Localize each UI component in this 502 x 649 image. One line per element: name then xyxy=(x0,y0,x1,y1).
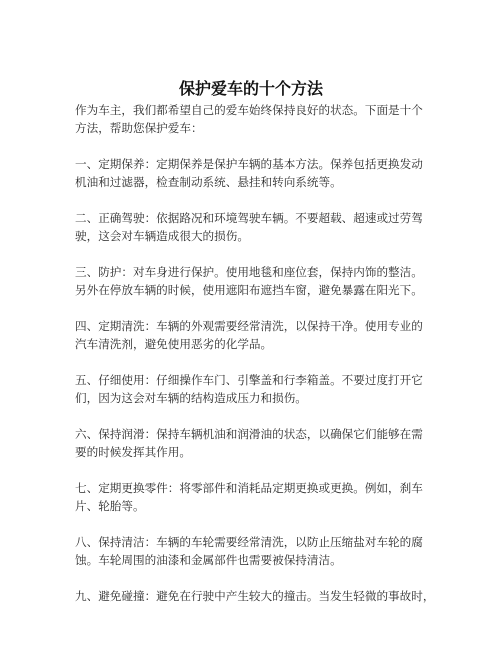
paragraph-line: 汽车清洗剂，避免使用恶劣的化学品。 xyxy=(75,337,273,351)
paragraph-line: 四、定期清洗：车辆的外观需要经常清洗，以保持干净。使用专业的 xyxy=(75,319,423,333)
paragraph-line: 方法，帮助您保护爱车： xyxy=(75,121,203,135)
document-title: 保护爱车的十个方法 xyxy=(178,79,323,98)
paragraph-line: 驶，这会对车辆造成很大的损伤。 xyxy=(75,229,249,243)
paragraph-8 xyxy=(75,533,435,569)
paragraph-line: 作为车主，我们都希望自己的爱车始终保持良好的状态。下面是十个 xyxy=(75,103,423,117)
paragraph-line: 七、定期更换零件：将零部件和消耗品定期更换或更换。例如，刹车 xyxy=(75,481,423,495)
paragraph-line: 三、防护：对车身进行保护。使用地毯和座位套，保持内饰的整洁。 xyxy=(75,265,423,279)
paragraph-7 xyxy=(75,479,435,515)
paragraph-9 xyxy=(75,587,435,605)
paragraph-line: 另外在停放车辆的时候，使用遮阳布遮挡车窗，避免暴露在阳光下。 xyxy=(75,283,423,297)
document-body xyxy=(75,101,435,623)
paragraph-line: 一、定期保养：定期保养是保护车辆的基本方法。保养包括更换发动 xyxy=(75,157,423,171)
paragraph-line: 八、保持清洁：车辆的车轮需要经常清洗，以防止压缩盐对车轮的腐 xyxy=(75,535,423,549)
paragraph-4 xyxy=(75,317,435,353)
paragraph-line: 六、保持润滑：保持车辆机油和润滑油的状态，以确保它们能够在需 xyxy=(75,427,423,441)
paragraph-6 xyxy=(75,425,435,461)
paragraph-line: 二、正确驾驶：依据路况和环境驾驶车辆。不要超载、超速或过劳驾 xyxy=(75,211,423,225)
paragraph-1 xyxy=(75,155,435,191)
paragraph-0 xyxy=(75,101,435,137)
paragraph-line: 九、避免碰撞：避免在行驶中产生较大的撞击。当发生轻微的事故时， xyxy=(75,589,435,603)
paragraph-line: 们，因为这会对车辆的结构造成压力和损伤。 xyxy=(75,391,307,405)
paragraph-3 xyxy=(75,263,435,299)
paragraph-line: 蚀。车轮周围的油漆和金属部件也需要被保持清洁。 xyxy=(75,553,342,567)
paragraph-line: 机油和过滤器，检查制动系统、悬挂和转向系统等。 xyxy=(75,175,342,189)
paragraph-2 xyxy=(75,209,435,245)
paragraph-5 xyxy=(75,371,435,407)
paragraph-line: 五、仔细使用：仔细操作车门、引擎盖和行李箱盖。不要过度打开它 xyxy=(75,373,423,387)
paragraph-line: 片、轮胎等。 xyxy=(75,499,145,513)
paragraph-line: 要的时候发挥其作用。 xyxy=(75,445,191,459)
